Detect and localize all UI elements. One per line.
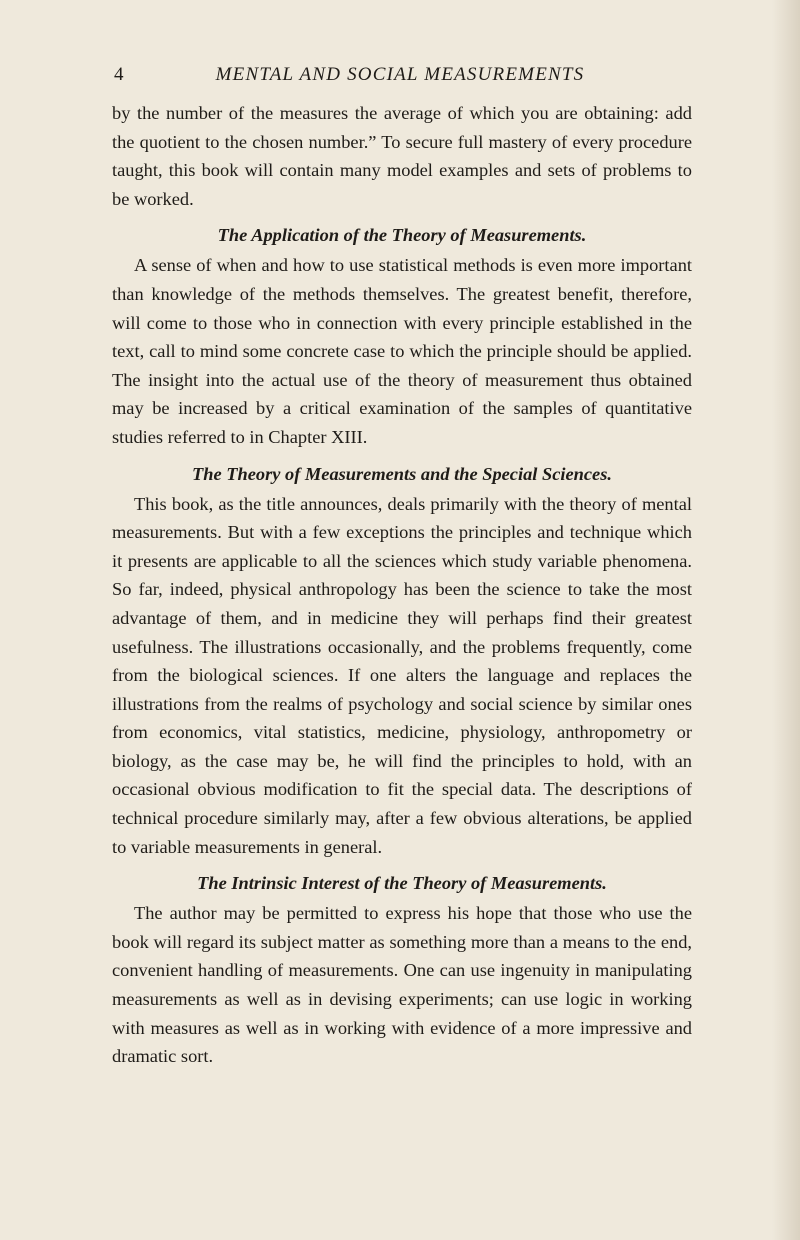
section-heading-special-sciences: The Theory of Measurements and the Special Sciences. (192, 463, 612, 484)
section-heading-application: The Application of the Theory of Measurements. (217, 225, 587, 246)
paragraph-continued: by the number of the measures the average of which you are obtaining: add the quotient to the chosen number.” To secure full mastery of every procedure taught, this book will contain many model examples and sets of problems to be worked. (112, 103, 692, 209)
section-heading-intrinsic-interest: The Intrinsic Interest of the Theory of Measurements. (197, 873, 607, 894)
page-edge-shadow (772, 0, 800, 1240)
paragraph-intrinsic-interest: The author may be permitted to express his hope that those who use the book will regard its subject matter as something more than a means to the end, convenient handling of measurements. One can use ingenuity in manipulating measurements as well as in devising experiments; can use logic in working with measures as well as in working with evidence of a more impressive and dramatic sort. (112, 903, 692, 1067)
running-head (114, 64, 670, 90)
paragraph-application: A sense of when and how to use statistical methods is even more important than knowledge of the methods themselves. The greatest benefit, therefore, will come to those who in connection with every principle established in the text, call to mind some concrete case to which the principle should be applied. The insight into the actual use of the theory of measurement thus obtained may be increased by a critical examination of the samples of quantitative studies referred to in Chapter XIII. (112, 255, 692, 447)
body-text (112, 99, 692, 1071)
running-head-title: MENTAL AND SOCIAL MEASUREMENTS (215, 64, 585, 85)
paragraph-special-sciences: This book, as the title announces, deals primarily with the theory of mental measurements. But with a few exceptions the principles and technique which it presents are applicable to all the sciences which study variable phenomena. So far, indeed, physical anthropology has been the science to take the most advantage of them, and in medicine they will perhaps find their greatest usefulness. The illustrations occasionally, and the problems frequently, come from the biological sciences. If one alters the language and replaces the illustrations from the realms of psychology and social science by similar ones from economics, vital statistics, medicine, physiology, anthropometry or biology, as the case may be, he will find the principles to hold, with an occasional obvious modification to fit the special data. The descriptions of technical procedure similarly may, after a few obvious alterations, be applied to variable measurements in general. (112, 493, 692, 857)
page-number: 4 (114, 64, 124, 85)
